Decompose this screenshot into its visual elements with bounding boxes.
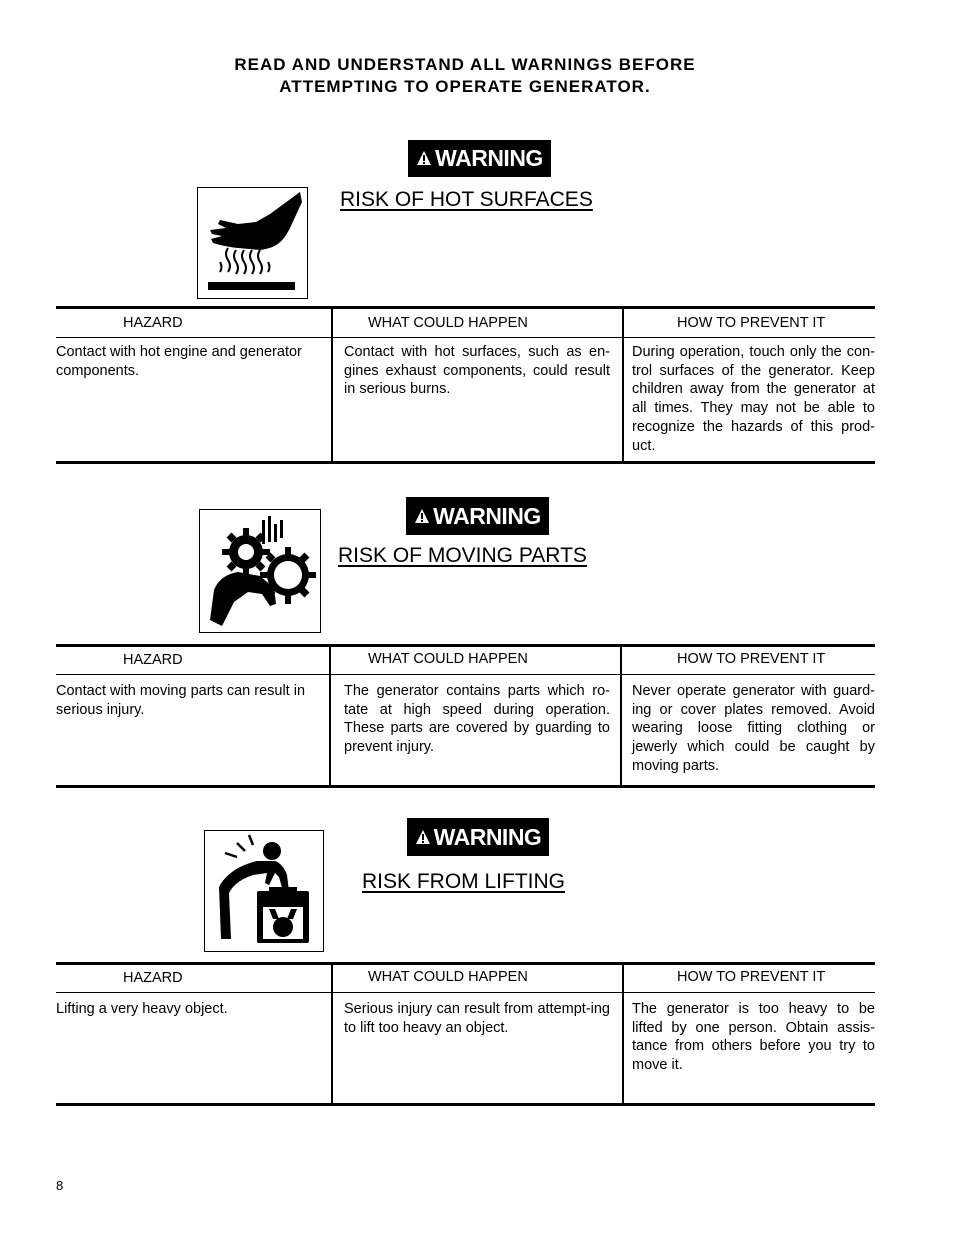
what-cell: Serious injury can result from attempt-ing to lift too heavy an object. <box>344 1001 610 1036</box>
warning-badge-label: WARNING <box>435 145 543 171</box>
warning-badge-label: WARNING <box>433 502 541 529</box>
warning-badge-label: WARNING <box>433 823 542 850</box>
col-header-hazard: HAZARD <box>123 315 183 331</box>
col-header-hazard: HAZARD <box>123 652 183 668</box>
page-heading <box>0 54 930 98</box>
warning-triangle-icon <box>415 824 431 851</box>
warning-triangle-icon <box>416 145 432 172</box>
heading-line-2: ATTEMPTING TO OPERATE GENERATOR. <box>279 77 651 96</box>
col-header-prevent: HOW TO PREVENT IT <box>677 315 826 331</box>
col-header-what: WHAT COULD HAPPEN <box>368 651 528 667</box>
column-divider <box>622 965 624 1104</box>
table-top-rule <box>56 644 875 647</box>
hazard-table-moving-parts <box>56 644 875 789</box>
table-top-rule <box>56 306 875 309</box>
section-title-moving-parts: RISK OF MOVING PARTS <box>338 544 587 567</box>
page-number: 8 <box>56 1178 64 1193</box>
column-divider <box>331 965 333 1104</box>
gears-hand-icon <box>199 509 321 633</box>
col-header-what: WHAT COULD HAPPEN <box>368 315 528 331</box>
heading-line-1: READ AND UNDERSTAND ALL WARNINGS BEFORE <box>234 55 696 74</box>
hazard-table-hot-surfaces <box>56 306 875 465</box>
table-top-rule <box>56 962 875 965</box>
section-title-lifting: RISK FROM LIFTING <box>362 870 566 893</box>
col-header-hazard: HAZARD <box>123 970 183 986</box>
table-header-rule <box>56 674 875 675</box>
table-header-rule <box>56 337 875 338</box>
column-divider <box>622 309 624 462</box>
prevent-cell: Never operate generator with guard-ing or cover plates removed. Avoid wearing loose fitting clothing or jewerly which could be caught by moving parts. <box>632 683 875 774</box>
table-bottom-rule <box>56 461 875 464</box>
table-bottom-rule <box>56 785 875 788</box>
table-header-rule <box>56 992 875 993</box>
col-header-prevent: HOW TO PREVENT IT <box>677 969 826 985</box>
col-header-prevent: HOW TO PREVENT IT <box>677 651 826 667</box>
what-cell: Contact with hot surfaces, such as en-gines exhaust components, could result in serious burns. <box>344 344 610 398</box>
table-bottom-rule <box>56 1103 875 1106</box>
col-header-what: WHAT COULD HAPPEN <box>368 969 528 985</box>
warning-badge-moving-parts <box>406 497 549 535</box>
what-cell: The generator contains parts which ro-tate at high speed during operation. These parts are covered by guarding to prevent injury. <box>344 683 610 756</box>
hazard-table-lifting <box>56 962 875 1108</box>
warning-triangle-icon <box>414 503 430 530</box>
column-divider <box>329 647 331 786</box>
column-divider <box>620 647 622 786</box>
section-title-hot-surfaces: RISK OF HOT SURFACES <box>340 188 593 211</box>
hazard-cell: Lifting a very heavy object. <box>56 1001 228 1017</box>
prevent-cell: During operation, touch only the con-trol surfaces of the generator. Keep children away from the generator at all times. They may not be able to recognize the hazards of this prod-uct. <box>632 344 875 454</box>
column-divider <box>331 309 333 462</box>
hazard-cell: Contact with hot engine and generator components. <box>56 344 302 379</box>
warning-badge-hot-surfaces <box>408 140 551 177</box>
hazard-cell: Contact with moving parts can result in serious injury. <box>56 683 306 718</box>
prevent-cell: The generator is too heavy to be lifted by one person. Obtain assis-tance from others before you try to move it. <box>632 1001 875 1074</box>
hot-surface-hand-icon <box>197 187 308 299</box>
person-lifting-icon <box>204 830 324 952</box>
warning-badge-lifting <box>407 818 549 856</box>
